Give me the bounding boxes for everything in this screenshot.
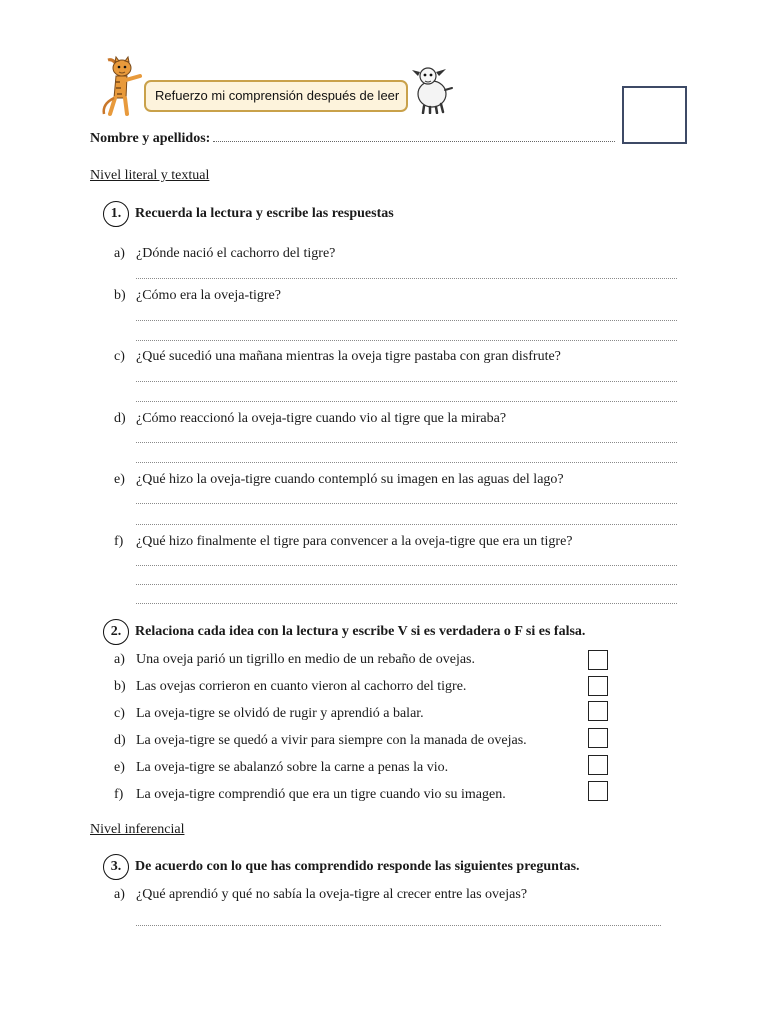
q1-item-b: b) ¿Cómo era la oveja-tigre? bbox=[114, 288, 281, 303]
question-1-header bbox=[103, 201, 394, 227]
answer-line[interactable] bbox=[136, 565, 677, 566]
q2-item-a: a) Una oveja parió un tigrillo en medio de un rebaño de ovejas. bbox=[114, 652, 476, 667]
sheep-cartoon-icon bbox=[408, 64, 454, 114]
q1-item-f: f) ¿Qué hizo finalmente el tigre para convencer a la oveja-tigre que era un tigre? bbox=[114, 534, 573, 549]
answer-line[interactable] bbox=[136, 503, 677, 504]
q2-item-f: f) La oveja-tigre comprendió que era un tigre cuando vio su imagen. bbox=[114, 787, 506, 802]
grade-box[interactable] bbox=[622, 86, 687, 144]
question-1-title: Recuerda la lectura y escribe las respuestas bbox=[135, 206, 394, 221]
q2-item-b: b) Las ovejas corrieron en cuanto vieron al cachorro del tigre. bbox=[114, 679, 467, 694]
q2-item-d: d) La oveja-tigre se quedó a vivir para siempre con la manada de ovejas. bbox=[114, 733, 527, 748]
q3-item-a: a) ¿Qué aprendió y qué no sabía la oveja-tigre al crecer entre las ovejas? bbox=[114, 887, 528, 902]
q2-item-c: c) La oveja-tigre se olvidó de rugir y aprendió a balar. bbox=[114, 706, 424, 721]
banner-title: Refuerzo mi comprensión después de leer bbox=[144, 80, 408, 112]
q1-item-a: a) ¿Dónde nació el cachorro del tigre? bbox=[114, 246, 336, 261]
section-title-literal: Nivel literal y textual bbox=[90, 168, 210, 183]
question-3-title: De acuerdo con lo que has comprendido responde las siguientes preguntas. bbox=[135, 859, 580, 874]
question-2-title: Relaciona cada idea con la lectura y escribe V si es verdadera o F si es falsa. bbox=[135, 624, 586, 639]
answer-line[interactable] bbox=[136, 925, 661, 926]
q1-item-d: d) ¿Cómo reaccionó la oveja-tigre cuando vio al tigre que la miraba? bbox=[114, 411, 507, 426]
answer-line[interactable] bbox=[136, 462, 677, 463]
name-label: Nombre y apellidos: bbox=[90, 131, 211, 146]
q2-item-e: e) La oveja-tigre se abalanzó sobre la carne a penas la vio. bbox=[114, 760, 449, 775]
answer-line[interactable] bbox=[136, 278, 677, 279]
answer-line[interactable] bbox=[136, 442, 677, 443]
answer-line[interactable] bbox=[136, 340, 677, 341]
tiger-cartoon-icon bbox=[96, 54, 146, 118]
answer-line[interactable] bbox=[136, 401, 677, 402]
true-false-box[interactable] bbox=[588, 781, 608, 801]
true-false-box[interactable] bbox=[588, 701, 608, 721]
question-2-header bbox=[103, 619, 585, 645]
question-number-circle: 2. bbox=[103, 619, 129, 645]
answer-line[interactable] bbox=[136, 320, 677, 321]
answer-line[interactable] bbox=[136, 584, 677, 585]
section-title-inferential: Nivel inferencial bbox=[90, 822, 185, 837]
q1-item-c: c) ¿Qué sucedió una mañana mientras la oveja tigre pastaba con gran disfrute? bbox=[114, 349, 561, 364]
true-false-box[interactable] bbox=[588, 728, 608, 748]
true-false-box[interactable] bbox=[588, 676, 608, 696]
true-false-box[interactable] bbox=[588, 755, 608, 775]
answer-line[interactable] bbox=[136, 381, 677, 382]
answer-line[interactable] bbox=[136, 603, 677, 604]
true-false-box[interactable] bbox=[588, 650, 608, 670]
name-row bbox=[90, 131, 615, 147]
question-3-header bbox=[103, 854, 580, 880]
name-input-line[interactable] bbox=[213, 131, 615, 142]
answer-line[interactable] bbox=[136, 524, 677, 525]
question-number-circle: 1. bbox=[103, 201, 129, 227]
q1-item-e: e) ¿Qué hizo la oveja-tigre cuando contempló su imagen en las aguas del lago? bbox=[114, 472, 564, 487]
question-number-circle: 3. bbox=[103, 854, 129, 880]
